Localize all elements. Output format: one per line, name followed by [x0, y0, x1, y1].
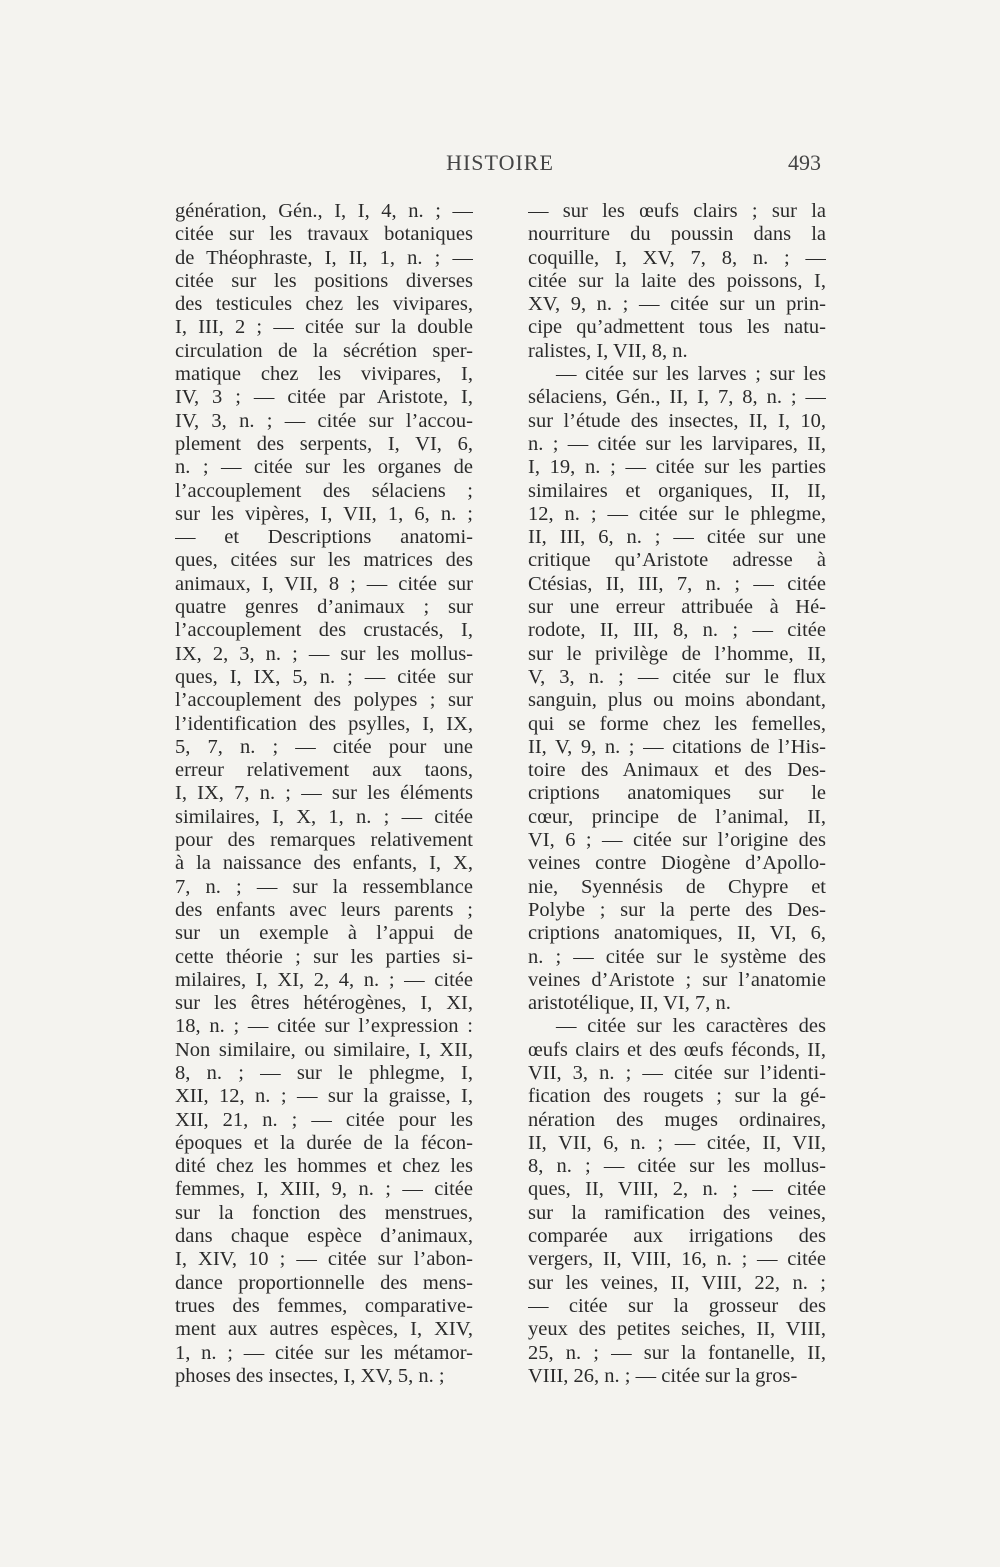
text-line: toire des Animaux et des Des-: [528, 759, 826, 782]
text-line: sur un exemple à l’appui de: [175, 922, 473, 945]
text-line: nourriture du poussin dans la: [528, 223, 826, 246]
text-line: erreur relativement aux taons,: [175, 759, 473, 782]
text-line: plement des serpents, I, VI, 6,: [175, 432, 473, 455]
text-line: sur la ramification des veines,: [528, 1201, 826, 1224]
text-line: de Théophraste, I, II, 1, n. ; —: [175, 246, 473, 269]
text-line: matique chez les vivipares, I,: [175, 363, 473, 386]
text-line: dité chez les hommes et chez les: [175, 1155, 473, 1178]
text-line: l’identification des psylles, I, IX,: [175, 712, 473, 735]
text-line: — sur les œufs clairs ; sur la: [528, 200, 826, 222]
text-line: époques et la durée de la fécon-: [175, 1131, 473, 1154]
text-line: qui se forme chez les femelles,: [528, 712, 826, 735]
text-line: IV, 3 ; — citée par Aristote, I,: [175, 386, 473, 409]
text-line: 7, n. ; — sur la ressemblance: [175, 875, 473, 898]
text-line: Non similaire, ou similaire, I, XII,: [175, 1038, 473, 1061]
text-line: XII, 12, n. ; — sur la graisse, I,: [175, 1085, 473, 1108]
text-line: nération des muges ordinaires,: [528, 1108, 826, 1131]
text-line: I, 19, n. ; — citée sur les parties: [528, 456, 826, 479]
text-line: sur l’étude des insectes, II, I, 10,: [528, 409, 826, 432]
text-line: rodote, II, III, 8, n. ; — citée: [528, 619, 826, 642]
text-line: ralistes, I, VII, 8, n.: [528, 339, 688, 362]
text-line: sanguin, plus ou moins abondant,: [528, 689, 826, 712]
text-line: phoses des insectes, I, XV, 5, n. ;: [175, 1364, 445, 1387]
text-line: citée sur la laite des poissons, I,: [528, 269, 826, 292]
text-line: 1, n. ; — citée sur les métamor-: [175, 1341, 473, 1364]
text-line: II, III, 6, n. ; — citée sur une: [528, 526, 826, 549]
text-line: VI, 6 ; — citée sur l’origine des: [528, 829, 826, 852]
page-title: HISTOIRE: [446, 150, 554, 175]
text-line: cœur, principe de l’animal, II,: [528, 805, 826, 828]
text-line: yeux des petites seiches, II, VIII,: [528, 1318, 826, 1341]
text-line: quatre genres d’animaux ; sur: [175, 596, 473, 619]
text-line: n. ; — citée sur les larvipares, II,: [528, 432, 826, 455]
text-line: circulation de la sécrétion sper-: [175, 339, 473, 362]
text-line: n. ; — citée sur les organes de: [175, 456, 473, 479]
text-line: 18, n. ; — citée sur l’expression :: [175, 1015, 473, 1038]
text-line: 12, n. ; — citée sur le phlegme,: [528, 502, 826, 525]
text-line: citée sur les positions diverses: [175, 269, 473, 292]
text-line: — citée sur les larves ; sur les: [556, 363, 826, 386]
text-line: criptions anatomiques sur le: [528, 782, 826, 805]
text-line: des enfants avec leurs parents ;: [175, 898, 473, 921]
text-line: I, IX, 7, n. ; — sur les éléments: [175, 782, 473, 805]
text-line: ques, citées sur les matrices des: [175, 549, 473, 572]
text-line: dance proportionnelle des mens-: [175, 1271, 473, 1294]
text-line: 25, n. ; — sur la fontanelle, II,: [528, 1341, 826, 1364]
text-line: sur le privilège de l’homme, II,: [528, 642, 826, 665]
text-line: II, VII, 6, n. ; — citée, II, VII,: [528, 1131, 826, 1154]
text-line: milaires, I, XI, 2, 4, n. ; — citée: [175, 968, 473, 991]
text-line: VIII, 26, n. ; — citée sur la gros-: [528, 1364, 798, 1387]
text-line: Polybe ; sur la perte des Des-: [528, 898, 826, 921]
text-line: cette théorie ; sur les parties si-: [175, 945, 473, 968]
text-line: ment aux autres espèces, I, XIV,: [175, 1318, 473, 1341]
text-line: fication des rougets ; sur la gé-: [528, 1085, 826, 1108]
text-line: ques, I, IX, 5, n. ; — citée sur: [175, 665, 473, 688]
text-line: — et Descriptions anatomi-: [175, 526, 473, 549]
text-line: trues des femmes, comparative-: [175, 1294, 473, 1317]
text-line: cipe qu’admettent tous les natu-: [528, 316, 826, 339]
page-number: 493: [788, 150, 821, 175]
text-line: coquille, I, XV, 7, 8, n. ; —: [528, 246, 826, 269]
text-line: — citée sur la grosseur des: [528, 1294, 826, 1317]
text-line: sur une erreur attribuée à Hé-: [528, 596, 826, 619]
text-line: nie, Syennésis de Chypre et: [528, 875, 826, 898]
text-line: XV, 9, n. ; — citée sur un prin-: [528, 293, 826, 316]
text-line: veines d’Aristote ; sur l’anatomie: [528, 968, 826, 991]
text-line: sur les vipères, I, VII, 1, 6, n. ;: [175, 502, 473, 525]
left-column: [175, 200, 473, 1388]
text-line: similaires et organiques, II, II,: [528, 479, 826, 502]
text-line: IX, 2, 3, n. ; — sur les mollus-: [175, 642, 473, 665]
text-line: femmes, I, XIII, 9, n. ; — citée: [175, 1178, 473, 1201]
text-line: similaires, I, X, 1, n. ; — citée: [175, 805, 473, 828]
text-line: critique qu’Aristote adresse à: [528, 549, 826, 572]
text-line: citée sur les travaux botaniques: [175, 223, 473, 246]
text-line: génération, Gén., I, I, 4, n. ; —: [175, 200, 473, 222]
text-line: I, III, 2 ; — citée sur la double: [175, 316, 473, 339]
text-line: à la naissance des enfants, I, X,: [175, 852, 473, 875]
text-line: pour des remarques relativement: [175, 829, 473, 852]
text-line: comparée aux irrigations des: [528, 1225, 826, 1248]
text-line: ques, II, VIII, 2, n. ; — citée: [528, 1178, 826, 1201]
text-line: veines contre Diogène d’Apollo-: [528, 852, 826, 875]
text-line: sélaciens, Gén., II, I, 7, 8, n. ; —: [528, 386, 826, 409]
text-line: II, V, 9, n. ; — citations de l’His-: [528, 735, 826, 758]
text-line: 5, 7, n. ; — citée pour une: [175, 735, 473, 758]
text-line: 8, n. ; — sur le phlegme, I,: [175, 1061, 473, 1084]
text-line: vergers, II, VIII, 16, n. ; — citée: [528, 1248, 826, 1271]
text-line: VII, 3, n. ; — citée sur l’identi-: [528, 1061, 826, 1084]
text-line: sur les veines, II, VIII, 22, n. ;: [528, 1271, 826, 1294]
right-column: [528, 200, 826, 1388]
text-line: animaux, I, VII, 8 ; — citée sur: [175, 572, 473, 595]
text-line: Ctésias, II, III, 7, n. ; — citée: [528, 572, 826, 595]
text-line: criptions anatomiques, II, VI, 6,: [528, 922, 826, 945]
text-line: sur les êtres hétérogènes, I, XI,: [175, 992, 473, 1015]
text-line: des testicules chez les vivipares,: [175, 293, 473, 316]
text-line: sur la fonction des menstrues,: [175, 1201, 473, 1224]
text-line: n. ; — citée sur le système des: [528, 945, 826, 968]
text-line: I, XIV, 10 ; — citée sur l’abon-: [175, 1248, 473, 1271]
text-line: l’accouplement des polypes ; sur: [175, 689, 473, 712]
text-line: l’accouplement des sélaciens ;: [175, 479, 473, 502]
text-line: l’accouplement des crustacés, I,: [175, 619, 473, 642]
text-line: — citée sur les caractères des: [556, 1015, 826, 1038]
text-line: V, 3, n. ; — citée sur le flux: [528, 665, 826, 688]
text-line: 8, n. ; — citée sur les mollus-: [528, 1155, 826, 1178]
text-line: dans chaque espèce d’animaux,: [175, 1225, 473, 1248]
text-line: IV, 3, n. ; — citée sur l’accou-: [175, 409, 473, 432]
text-line: œufs clairs et des œufs féconds, II,: [528, 1038, 826, 1061]
text-line: aristotélique, II, VI, 7, n.: [528, 992, 731, 1015]
text-line: XII, 21, n. ; — citée pour les: [175, 1108, 473, 1131]
